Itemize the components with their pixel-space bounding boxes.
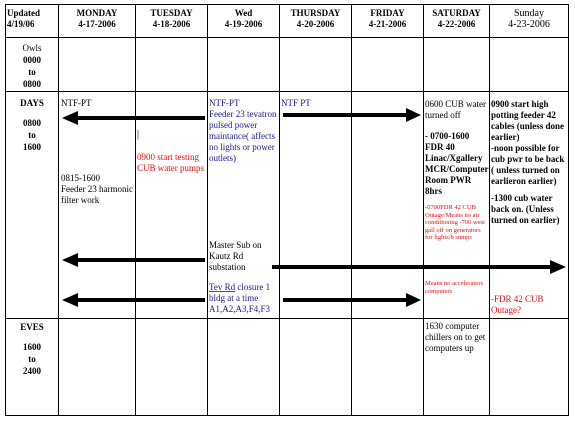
day-date: 4-20-2006 [296,19,335,29]
entry-tuesday-mark: | [137,129,140,140]
entry-title: NTF-PT [209,98,240,108]
shift-name: DAYS [20,98,44,108]
shift-name: EVES [20,322,44,332]
entry-sunday-fdr42: -FDR 42 CUB Outage? [491,294,544,315]
entry-saturday-cub: 0600 CUB water turned off [425,99,486,120]
updated-header: Updated 4/19/06 [7,8,41,29]
entry-thursday-ntf: NTF PT [281,98,311,108]
entry-fdr: FDR 40 [425,142,455,152]
entry-saturday-0700 [425,131,489,197]
day-name: Wed [234,8,253,18]
day-name: FRIDAY [370,8,405,18]
entry-text: Feeder 23 tevatron pulsed power maintance( affects no lights or power outlets) [209,109,277,163]
arrow-monday-ntf [62,111,205,125]
arrow-mastersub-monday [62,253,205,267]
arrow-mastersub-sunday [272,260,566,274]
entry-text: -1300 cub water back on. (Unless turned on earlier) [491,193,560,225]
entry-text: -noon possible for cub pwr to be back ( unless turned on earlieron earlier) [491,143,565,186]
entry-saturday-red2: Means no accelerators computers [425,280,484,295]
shift-to: to [28,354,36,364]
entry-monday-0815 [61,173,135,206]
entry-saturday-1630: 1630 computer chillers on to get computers up [425,321,486,353]
shift-end: 0800 [23,79,41,89]
entry-monday-ntf: NTF-PT [61,98,92,108]
entry-sunday-0900 [491,99,568,226]
entry-wednesday-ntf [209,98,279,164]
day-name: Sunday [514,8,544,19]
entry-tevrd-label: Tev Rd [209,282,236,292]
day-date: 4-19-2006 [224,19,263,29]
entry-time: - 0700-1600 [425,131,470,141]
day-date: 4-23-2006 [508,19,550,30]
day-date: 4-18-2006 [152,19,191,29]
shift-to: to [28,67,36,77]
arrow-tevrd-saturday [283,293,421,307]
day-date: 4-22-2006 [437,19,476,29]
shift-name: Owls [22,43,42,53]
arrow-thursday-saturday [283,108,421,122]
shift-end: 2400 [23,366,41,376]
entry-tuesday-0900: 0900 start testing CUB water pumps [137,152,204,173]
entry-text: Linac/Xgallery MCR/Computer Room PWR 8hrs [425,153,489,196]
arrow-tevrd-monday [62,293,205,307]
shift-start: 0800 [23,118,41,128]
entry-tevrd-text: closure 1 bldg at a time A1,A2,A3,F4,F3 [209,282,271,314]
entry-text: Feeder 23 harmonic filter work [61,184,133,205]
shift-end: 1600 [23,142,41,152]
day-date: 4-17-2006 [78,19,116,29]
shift-start: 0000 [23,55,41,65]
day-date: 4-21-2006 [368,19,407,29]
day-name: SATURDAY [432,8,481,18]
day-name: THURSDAY [290,8,341,18]
day-name: MONDAY [76,8,118,18]
entry-wednesday-tevrd [209,282,279,315]
entry-wednesday-mastersub: Master Sub on Kautz Rd substation [209,240,262,272]
day-name: TUESDAY [150,8,193,18]
entry-text: 0900 start high potting feeder 42 cables (unless done earlier) [491,99,565,142]
entry-time: 0815-1600 [61,173,100,183]
shift-start: 1600 [23,342,41,352]
shift-to: to [28,130,36,140]
entry-saturday-red1: -0700FDR 42 CUB Outage/Means no air conditioning -700 west gall off on generators for lights/b sumps [425,204,485,241]
